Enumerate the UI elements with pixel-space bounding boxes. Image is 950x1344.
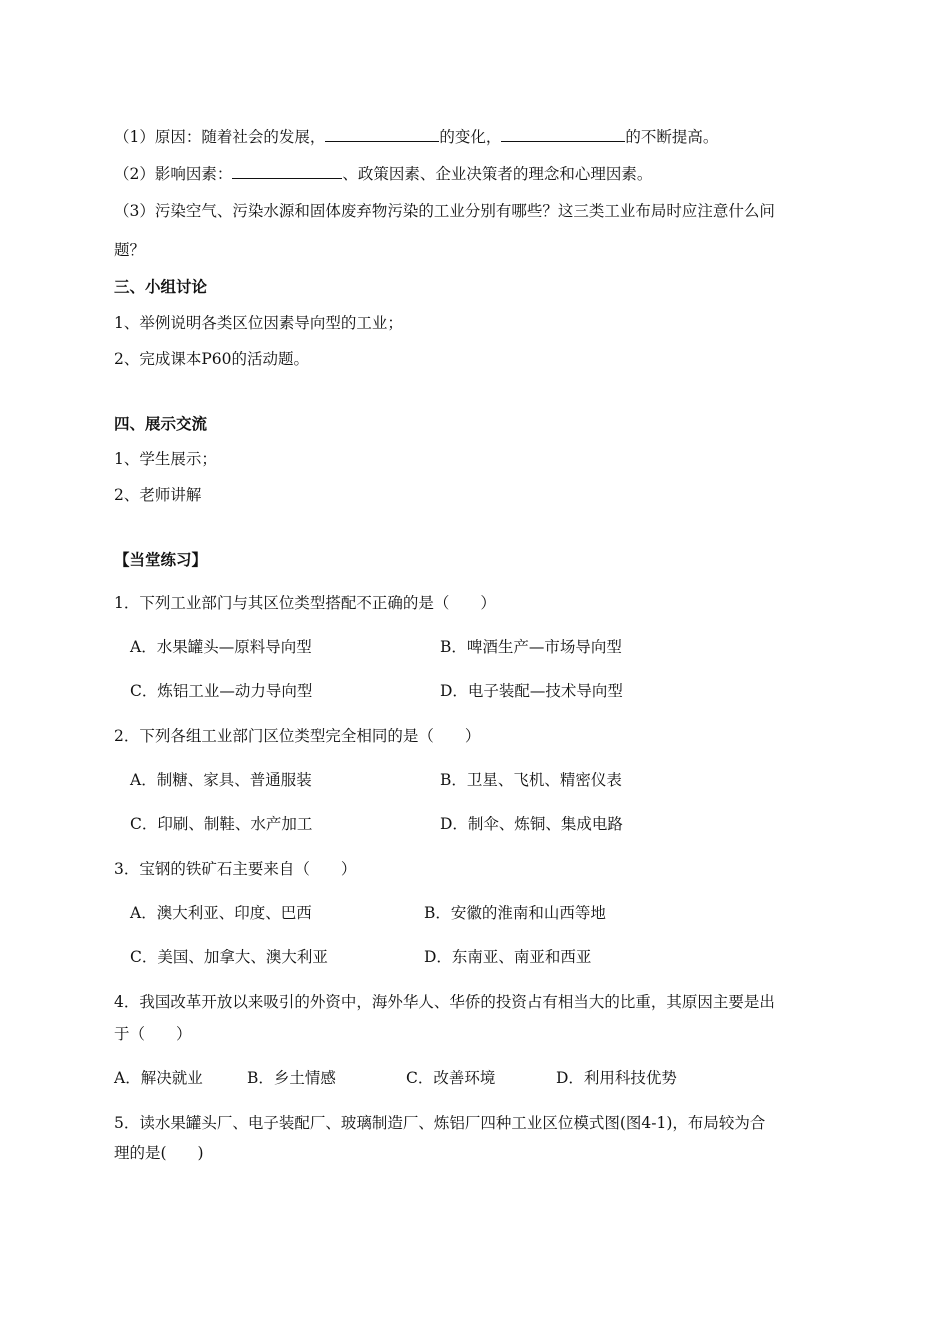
- question-factors-prefix: （2）影响因素：: [114, 165, 233, 183]
- list-item: 1、举例说明各类区位因素导向型的工业；: [114, 314, 403, 332]
- option-a[interactable]: A．制糖、家具、普通服装: [130, 771, 312, 789]
- answer-blank[interactable]: [232, 164, 342, 179]
- question-stem-line2: 于（ ）: [114, 1025, 192, 1043]
- question-factors-suffix: 、政策因素、企业决策者的理念和心理因素。: [342, 165, 653, 183]
- answer-blank[interactable]: [501, 127, 625, 142]
- question-stem: 3．宝钢的铁矿石主要来自（ ）: [114, 860, 357, 878]
- option-d[interactable]: D．利用科技优势: [556, 1069, 677, 1087]
- list-item: 1、学生展示；: [114, 450, 217, 468]
- question-pollution-line1: （3）污染空气、污染水源和固体废弃物污染的工业分别有哪些？这三类工业布局时应注意什么问: [114, 202, 775, 220]
- option-d[interactable]: D．东南亚、南亚和西亚: [424, 948, 592, 966]
- option-a[interactable]: A．解决就业: [114, 1069, 203, 1087]
- question-factors-line: [114, 164, 652, 184]
- question-stem-line1: 4．我国改革开放以来吸引的外资中，海外华人、华侨的投资占有相当大的比重，其原因主要是出: [114, 993, 775, 1011]
- section-heading-presentation: 四、展示交流: [114, 415, 208, 433]
- question-stem: 1．下列工业部门与其区位类型搭配不正确的是（ ）: [114, 594, 496, 612]
- option-b[interactable]: B．安徽的淮南和山西等地: [424, 904, 606, 922]
- option-b[interactable]: B．乡土情感: [247, 1069, 336, 1087]
- option-c[interactable]: C．美国、加拿大、澳大利亚: [130, 948, 328, 966]
- option-d[interactable]: D．制伞、炼铜、集成电路: [440, 815, 623, 833]
- question-reason-prefix: （1）原因：随着社会的发展，: [114, 128, 326, 146]
- question-reason-line: [114, 127, 718, 147]
- question-pollution-line2: 题？: [114, 241, 146, 259]
- option-d[interactable]: D．电子装配—技术导向型: [440, 682, 623, 700]
- question-stem-line2: 理的是( ): [114, 1144, 204, 1162]
- option-b[interactable]: B．啤酒生产—市场导向型: [440, 638, 622, 656]
- option-c[interactable]: C．印刷、制鞋、水产加工: [130, 815, 313, 833]
- option-a[interactable]: A．澳大利亚、印度、巴西: [130, 904, 312, 922]
- answer-blank[interactable]: [325, 127, 439, 142]
- list-item: 2、老师讲解: [114, 486, 202, 504]
- question-stem: 2．下列各组工业部门区位类型完全相同的是（ ）: [114, 727, 481, 745]
- question-stem-line1: 5．读水果罐头厂、电子装配厂、玻璃制造厂、炼铝厂四种工业区位模式图(图4-1)，布局较为合: [114, 1114, 766, 1132]
- option-a[interactable]: A．水果罐头—原料导向型: [130, 638, 312, 656]
- list-item: 2、完成课本P60的活动题。: [114, 350, 310, 368]
- option-c[interactable]: C．改善环境: [406, 1069, 496, 1087]
- option-b[interactable]: B．卫星、飞机、精密仪表: [440, 771, 622, 789]
- question-reason-mid: 的变化，: [439, 128, 502, 146]
- section-heading-practice: 【当堂练习】: [114, 551, 208, 569]
- question-reason-suffix: 的不断提高。: [625, 128, 719, 146]
- option-c[interactable]: C．炼铝工业—动力导向型: [130, 682, 313, 700]
- section-heading-group-discussion: 三、小组讨论: [114, 278, 208, 296]
